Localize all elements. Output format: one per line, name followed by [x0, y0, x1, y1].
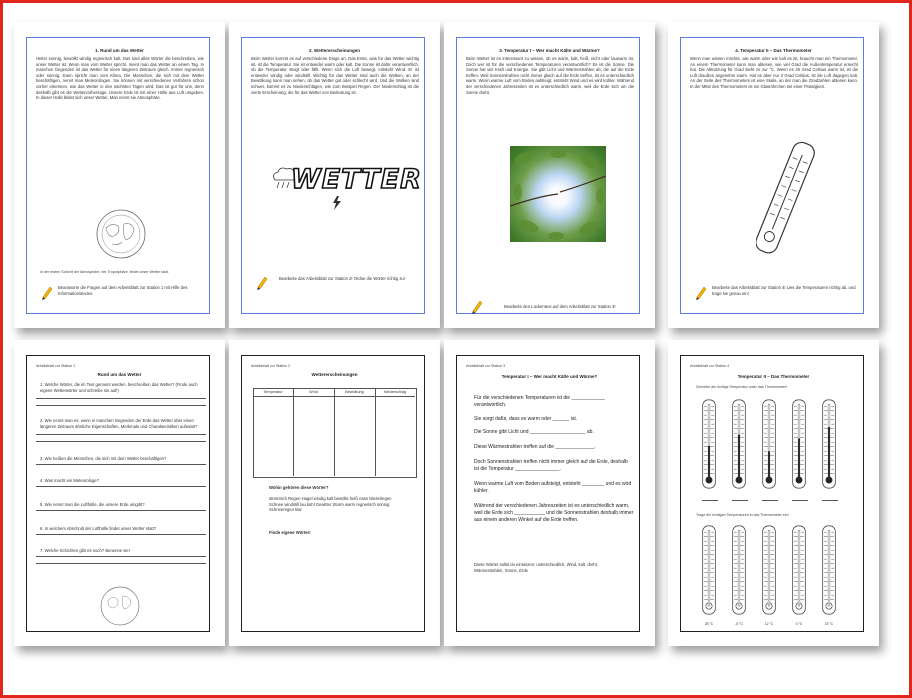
sheet-header: Arbeitsblatt zur Station 1: [36, 364, 76, 368]
thermometer-drawing: [756, 134, 816, 262]
temperature-answer-line[interactable]: [702, 500, 718, 501]
temperature-label: 15 °C: [824, 622, 834, 626]
column-header: Temperatur: [263, 390, 283, 394]
question-1: 1. Welche Wörter, die im Text genannt werden, beschreiben das Wetter? (Finde auch eigene Wetterwörter und schreibe sie auf!): [40, 382, 198, 393]
sheet-title: Temperatur I – Wer macht Kälte und Wärme?: [501, 374, 598, 379]
globe-caption: In der ersten Schicht der Atmosphäre, der Troposphäre, findet unser Wetter statt.: [40, 270, 169, 274]
worksheet-3[interactable]: [444, 340, 655, 646]
worksheet-4[interactable]: [668, 340, 879, 646]
question-6: 6. In welchem Abschnitt der Lufthülle findet unser Wetter statt?: [40, 526, 157, 531]
info-page-2[interactable]: [229, 22, 440, 328]
page-title: 2. Wettererscheinungen: [309, 48, 360, 53]
page-title: 3. Temperatur I – Wer macht Kälte und Wärme?: [499, 48, 600, 53]
temperature-label: 12 °C: [764, 622, 774, 626]
answer-line[interactable]: [36, 510, 206, 511]
cloze-line: Die Sonne gibt Licht und ____________________ ab.: [474, 429, 594, 435]
temperature-answer-line[interactable]: [732, 500, 748, 501]
cloze-line: Für die verschiedenen Temperaturen ist die ____________ verantwortlich.: [474, 395, 605, 408]
question-4: 4. Was macht ein Meteorologe?: [40, 478, 99, 483]
task-text: Bearbeite das Arbeitsblatt zur Station 4! Lies die Temperaturen richtig ab, und trage sie genau ein!: [712, 285, 856, 296]
question-2: 2. Wie nennt man es, wenn in manchen Gegenden der Erde das Wetter über einen längeren Zeitraum ähnliche Eigenschaften, Merkmale und Charakteristiken aufweist?: [40, 418, 198, 429]
thermometer-fill: [730, 520, 748, 620]
temperature-label: 0 °C: [795, 622, 803, 626]
column-header: Niederschlag: [383, 390, 407, 394]
word-list: stürmisch Regen Hagel windig kalt bewölkt heiß nass Nieselregen Schnee windstill lau kühl Gewitter Sturm warm regnerisch sonnig Schneeregen klar: [269, 496, 392, 513]
thermometer-fill: [700, 520, 718, 620]
sheet-title: Temperatur II – Das Thermometer: [737, 374, 810, 379]
task-text: Beantworte die Fragen auf dem Arbeitsblatt zur Station 1 mit Hilfe des Informationstextes.: [58, 285, 188, 296]
own-words-label: Finde eigene Wörter!: [269, 530, 311, 535]
pencil-icon: [40, 284, 54, 300]
lightning-icon: [331, 196, 343, 210]
sorting-table: [253, 388, 417, 478]
sun-through-leaves-photo: [510, 146, 606, 242]
answer-line[interactable]: [36, 486, 206, 487]
pencil-icon: [470, 298, 484, 314]
pencil-icon: [694, 284, 708, 300]
answer-line[interactable]: [36, 441, 206, 442]
thermometer-fill: [790, 520, 808, 620]
info-page-1[interactable]: [14, 22, 225, 328]
page-body: Wenn man wissen möchte, wie warm oder wie kalt es ist, braucht man ein Thermometer. An einem Thermometer kann man ablesen, wie viel Grad die Außentemperatur erreicht hat. Die Abkürzung für Grad steht zu zur °C. Wenn es 25 Grad Celsius warm ist, ist die Luft draußen angenehm warm. Hat es aber nur 3 Grad Celsius, ist die Luft dagegen kalt. An der Seite des Thermometers ist eine Skala, an der man die Gradzahlen ablesen kann. In der Mitte des Thermometers ist ein Glasröhrchen mit einer Flüssigkeit.: [690, 56, 858, 89]
sheet-header: Arbeitsblatt zur Station 2: [251, 364, 291, 368]
thermometer-read: [760, 394, 778, 494]
task-text: Bearbeite den Lückentext auf dem Arbeitsblatt zur Station 3!: [504, 304, 616, 309]
thermometer-read: [790, 394, 808, 494]
cloze-line: Doch Sonnenstrahlen treffen nicht immer gleich auf die Erde, deshalb ist die Temperatur ________________.: [474, 459, 628, 472]
column-divider: [334, 388, 335, 476]
temperature-label: 28 °C: [704, 622, 714, 626]
cloze-line: Während der verschiedenen Jahreszeiten ist es unterschiedlich warm, weil die Erde sich ___________ und die Sonnenstrahlen deshalb immer aus einem anderen Winkel auf die Erde treffen.: [474, 503, 634, 523]
cloze-line: Wenn warme Luft vom Boden aufsteigt, entsteht ________ und es wird kühler.: [474, 481, 632, 494]
globe-icon: [92, 206, 150, 262]
column-header: Bewölkung: [345, 390, 364, 394]
info-page-3[interactable]: [444, 22, 655, 328]
globe-icon: [98, 584, 142, 628]
thermometer-read: [700, 394, 718, 494]
thermometer-read: [730, 394, 748, 494]
pencil-icon: [255, 274, 269, 290]
answer-line[interactable]: [36, 556, 206, 557]
worksheet-2[interactable]: [229, 340, 440, 646]
thermometer-fill: [760, 520, 778, 620]
instruction-1: Schreibe die richtige Temperatur unter das Thermometer!: [696, 385, 788, 389]
column-divider: [375, 388, 376, 476]
temperature-answer-line[interactable]: [822, 500, 838, 501]
answer-line[interactable]: [36, 563, 206, 564]
page-title: 1. Rund um das Wetter: [95, 48, 144, 53]
page-body: Heiter sonnig, bewölkt windig regnerisch kalt. Das sind alles Wörter die beschreiben, wie unser Wetter ist. Wenn man vom Wetter spricht, meint man das Wetter an einem Tag. In manchen Gegenden ist das Wetter für einen längeren Zeitraum gleich. Immer regnerisch oder sonnig. Dann spricht man vom Klima. Die Menschen, die sich mit dem Wetter beschäftigen, nennt man Meteorologen. Sie können mit verschiedenen Verfahren schon vorher erkennen, wie das Wetter in den nächsten Tagen wird. Das ist gut für uns, denn deshalb gibt es die Wettervorhersage. Unsere Erde ist mit einer Hülle aus Luft umgeben. In dieser Hülle bildet sich unser Wetter. Man nennt sie Atmosphäre.: [36, 56, 204, 101]
sheet-title: Wettererscheinungen: [311, 372, 358, 377]
task-text: Bearbeite das Arbeitsblatt zur Station 2! Ordne die Wörter richtig zu!: [279, 276, 405, 281]
thermometer-fill: [820, 520, 838, 620]
worksheet-1[interactable]: [14, 340, 225, 646]
page-title: 4. Temperatur II – Das Thermometer: [735, 48, 812, 53]
answer-line[interactable]: [36, 405, 206, 406]
sheet-header: Arbeitsblatt zur Station 3: [466, 364, 506, 368]
sheet-title: Rund um das Wetter: [97, 372, 142, 377]
cloze-line: Sie sorgt dafür, dass es warm oder ______ ist.: [474, 416, 578, 422]
page-body: Beim Wetter kommt es auf verschiedene Dinge an. Das Erste, was für das Wetter wichtig ist, ist die Temperatur. Sie ist entweder warm oder kalt. Die Sonne ist dafür verantwortlich, ob die Temperatur steigt oder fällt. Wenn sich die Luft bewegt, entsteht Wind. Er ist entweder windig oder windstill. Wichtig für das Wetter sind auch die Wolken, an der Bewölkung kann man sehen, ob das Wetter gut oder schlecht wird. Und die Wolken sind schwer, kommt es zu Niederschlägen, wie zum Beispiel Regen. Der Niederschlag ist die vierte Erscheinung, die für das Wetter von Bedeutung ist.: [251, 56, 419, 95]
answer-line[interactable]: [36, 534, 206, 535]
sheet-header: Arbeitsblatt zur Station 4: [690, 364, 730, 368]
temperature-answer-line[interactable]: [792, 500, 808, 501]
wetter-wordart: WETTER: [291, 164, 422, 195]
answer-line[interactable]: [36, 398, 206, 399]
question-3: 3. Wie heißen die Menschen, die sich mit dem Wetter beschäftigen?: [40, 456, 167, 461]
subtitle: Wohin gehören diese Wörter?: [269, 485, 329, 490]
word-bank: Diese Wörter sollst du einsetzen: unterschiedlich, Wind, kalt, dreht, Wärmestrahlen, Sonne, Erde: [474, 562, 599, 573]
instruction-2: Trage die richtigen Temperaturen in das Thermometer ein!: [696, 513, 789, 517]
question-7: 7. Welche Schichten gibt es noch? Benenne sie!: [40, 548, 130, 553]
question-5: 5. Wie nennt man die Lufthülle, die unsere Erde umgibt?: [40, 502, 145, 507]
info-page-4[interactable]: [668, 22, 879, 328]
column-divider: [293, 388, 294, 476]
thermometer-read: [820, 394, 838, 494]
temperature-label: -5 °C: [735, 622, 743, 626]
answer-line[interactable]: [36, 434, 206, 435]
temperature-answer-line[interactable]: [762, 500, 778, 501]
cloze-line: Diese Wärmestrahlen treffen auf die ______________.: [474, 444, 596, 450]
page-body: Beim Wetter ist es interessant zu wissen, ob es warm, kalt, heiß, nicht oder lauwarm ist. Doch wer ist für die verschiedenen Temperaturen verantwortlich? Es ist die Sonne. Die Sonne hat viel Kraft und Energie. Sie gibt Licht und Wärmestrahlen ab, die auf die Erde treffen. Weil Sonnenstrahlen nicht immer gleich auf die Erde treffen, ist es unterschiedlich warm. Wenn warme Luft vom Boden aufsteigt, entsteht Wind und es wird kühler. Während der verschiedenen Jahreszeiten ist es unterschiedlich warm, weil die Erde sich um die Sonne dreht.: [466, 56, 634, 95]
column-header: Wind: [309, 390, 318, 394]
answer-line[interactable]: [36, 464, 206, 465]
